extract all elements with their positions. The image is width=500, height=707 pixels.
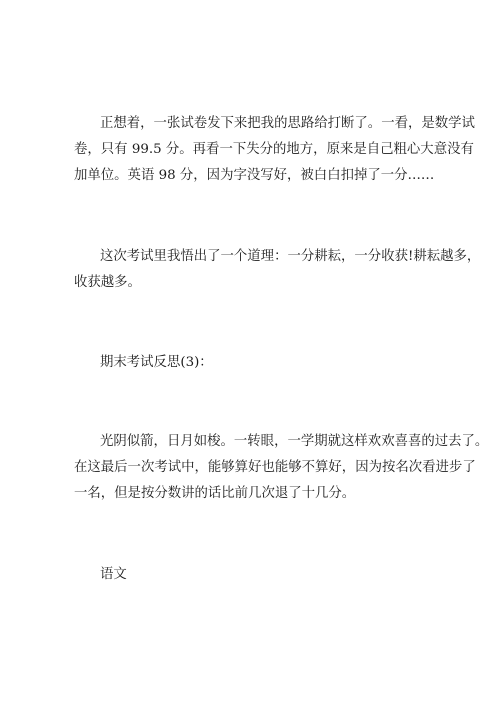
paragraph-time-flies — [74, 429, 489, 507]
paragraph-line: 收获越多。 — [74, 275, 141, 290]
paragraph-line: 这次考试里我悟出了一个道理：一分耕耘，一分收获!耕耘越多， — [100, 249, 481, 264]
paragraph-line: 加单位。英语 98 分，因为字没写好，被白白扣掉了一分…… — [74, 168, 435, 183]
paragraph-line: 光阴似箭，日月如梭。一转眼，一学期就这样欢欢喜喜的过去了。 — [100, 434, 489, 449]
paragraph-line: 在这最后一次考试中，能够算好也能够不算好，因为按名次看进步了 — [74, 460, 476, 475]
paragraph-exam-papers — [74, 111, 475, 189]
paragraph-line: 一名，但是按分数讲的话比前几次退了十几分。 — [74, 486, 356, 501]
paragraph-line: 正想着，一张试卷发下来把我的思路给打断了。一看，是数学试 — [100, 116, 475, 131]
section-heading-text: 期末考试反思(3)： — [100, 355, 213, 370]
section-heading — [74, 350, 444, 376]
subject-heading-text: 语文 — [100, 567, 127, 582]
subject-heading — [74, 562, 444, 588]
paragraph-line: 卷，只有 99.5 分。再看一下失分的地方，原来是自己粗心大意没有 — [74, 142, 474, 157]
paragraph-lesson — [74, 244, 481, 296]
